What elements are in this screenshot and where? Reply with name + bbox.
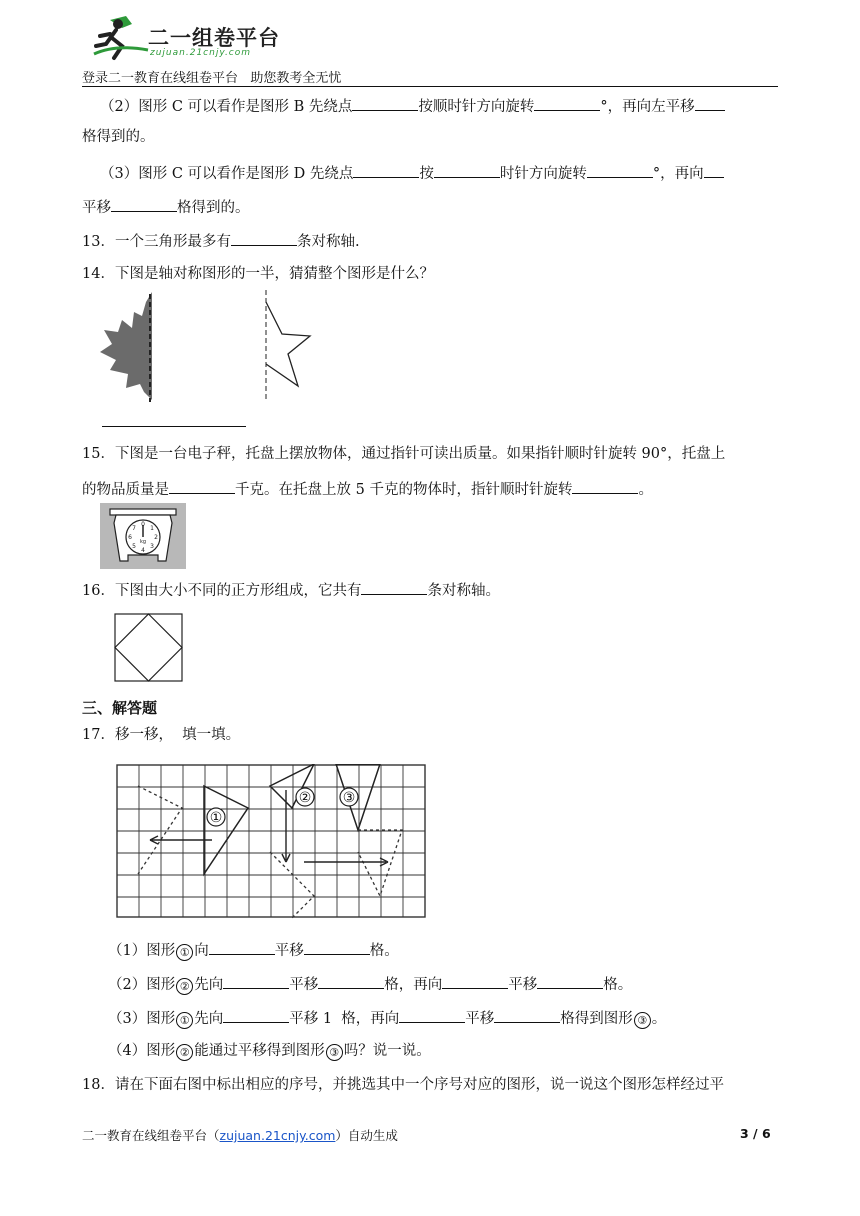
blank[interactable] [111, 197, 177, 212]
blank[interactable] [361, 580, 427, 595]
q14-answer-line[interactable] [102, 426, 246, 427]
blank[interactable] [318, 974, 384, 989]
half-star-icon [266, 302, 310, 386]
blank[interactable] [353, 163, 419, 178]
dial-number: 0 [141, 521, 145, 528]
blank[interactable] [442, 974, 508, 989]
blank[interactable] [223, 974, 289, 989]
shape-label: ① [209, 810, 223, 826]
header-tagline: 登录二一教育在线组卷平台 助您教考全无忧 [82, 71, 342, 86]
dial-number: 6 [128, 534, 132, 541]
blank[interactable] [352, 96, 418, 111]
runner-logo-icon [92, 14, 150, 62]
section-title: 三、解答题 [82, 699, 158, 717]
shape-label: ② [298, 790, 312, 806]
shape-label: ③ [342, 790, 356, 806]
dial-number: 2 [154, 534, 158, 541]
q15-line1: 15．下图是一台电子秤，托盘上摆放物体，通过指针可读出质量。如果指针顺时针旋转 90°，托盘上 [82, 446, 726, 462]
blank[interactable] [494, 1008, 560, 1023]
q16-nested-squares [114, 613, 184, 683]
dial-number: 3 [150, 543, 154, 550]
blank[interactable] [209, 940, 275, 955]
blank[interactable] [169, 479, 235, 494]
dial-number: 5 [132, 543, 136, 550]
dial-number: 1 [150, 525, 154, 532]
blank[interactable] [587, 163, 653, 178]
logo-url: zujuan.21cnjy.com [150, 48, 252, 58]
q17-grid-figure [116, 764, 428, 920]
blank[interactable] [537, 974, 603, 989]
header-rule [82, 86, 778, 87]
q12-part2-line1: （2）图形 C 可以看作是图形 B 先绕点 按顺时针方向旋转 °，再向左平移 [100, 96, 725, 116]
logo-text: 二一组卷平台 [148, 26, 280, 50]
footer-source: 二一教育在线组卷平台（zujuan.21cnjy.com）自动生成 [82, 1128, 398, 1143]
q17-part2: （2）图形 ② 先向 平移 格，再向 平移 格。 [108, 974, 632, 995]
blank[interactable] [223, 1008, 289, 1023]
q16-line: 16．下图由大小不同的正方形组成，它共有 条对称轴。 [82, 580, 500, 600]
q17-part3: （3）图形 ① 先向 平移 1 格，再向 平移 格得到图形 ③ 。 [108, 1008, 666, 1029]
q17-part1: （1）图形 ① 向 平移 格。 [108, 940, 399, 961]
q12-part2-line2: 格得到的。 [82, 129, 155, 145]
blank[interactable] [695, 96, 725, 111]
dial-number: 7 [132, 525, 136, 532]
footer-link[interactable]: zujuan.21cnjy.com [219, 1128, 336, 1143]
q13-line: 13．一个三角形最多有 条对称轴. [82, 231, 360, 251]
blank[interactable] [399, 1008, 465, 1023]
q12-part3-line1: （3）图形 C 可以看作是图形 D 先绕点 按 时针方向旋转 °，再向 [100, 163, 724, 183]
q15-line2: 的物品质量是 千克。在托盘上放 5 千克的物体时，指针顺时针旋转 。 [82, 479, 653, 499]
dial-number: 4 [141, 547, 145, 554]
q18-line: 18．请在下面右图中标出相应的序号，并挑选其中一个序号对应的图形，说一说这个图形怎样经过平 [82, 1077, 724, 1093]
blank[interactable] [231, 231, 297, 246]
half-maple-leaf-icon [100, 292, 152, 400]
blank[interactable] [534, 96, 600, 111]
q17-part4: （4）图形 ② 能通过平移得到图形 ③ 吗？说一说。 [108, 1043, 431, 1059]
q12-part3-line2: 平移 格得到的。 [82, 197, 250, 217]
page-number: 3 / 6 [740, 1126, 771, 1141]
dial-unit: kg [139, 539, 147, 545]
blank[interactable] [434, 163, 500, 178]
blank[interactable] [304, 940, 370, 955]
q14-figures [96, 288, 336, 408]
blank[interactable] [704, 163, 724, 178]
scale-image [100, 503, 186, 569]
header-logo [92, 14, 292, 62]
q17-title: 17．移一移， 填一填。 [82, 727, 241, 743]
q14-line: 14．下图是轴对称图形的一半，猜猜整个图形是什么？ [82, 266, 434, 282]
blank[interactable] [572, 479, 638, 494]
